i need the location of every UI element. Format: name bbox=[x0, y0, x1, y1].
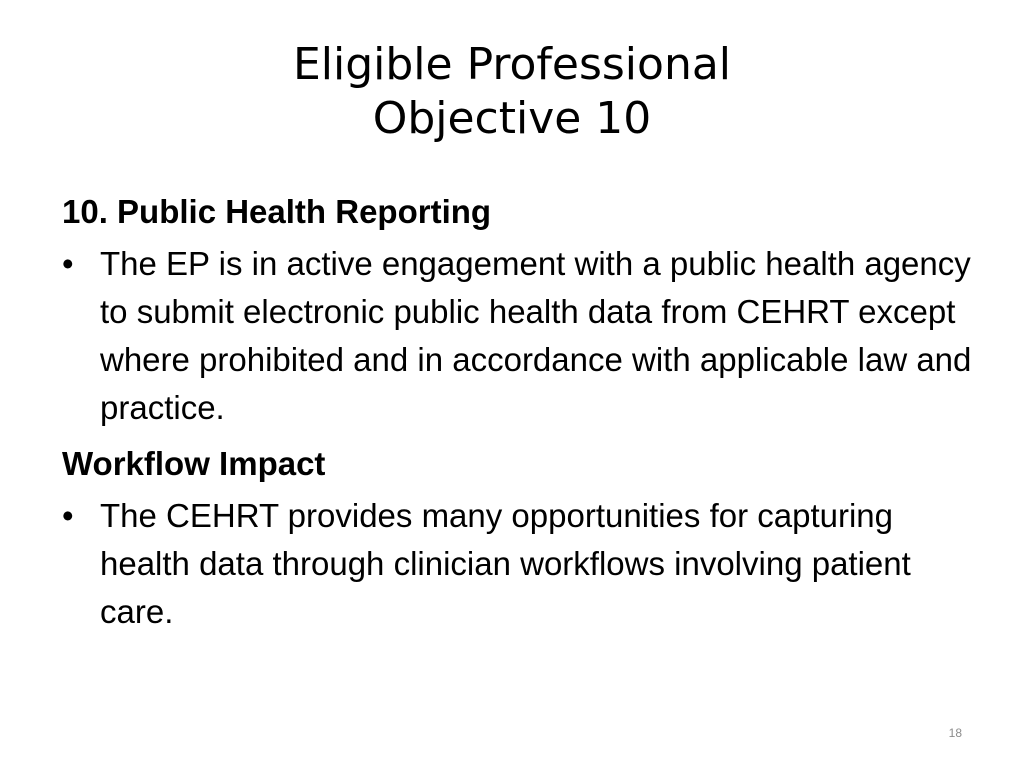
bullet-text: The EP is in active engagement with a public health agency to submit electronic public health data from CEHRT except where prohibited and in accordance with applicable law and practice. bbox=[100, 245, 972, 426]
slide-body bbox=[62, 188, 982, 644]
slide-title bbox=[0, 38, 1024, 146]
bullet-item-public-health-reporting bbox=[62, 240, 982, 432]
section-heading-public-health-reporting: 10. Public Health Reporting bbox=[62, 193, 492, 230]
slide-title-line-2: Objective 10 bbox=[372, 93, 652, 144]
bullet-item-workflow-impact bbox=[62, 492, 982, 636]
bullet-icon: • bbox=[62, 245, 74, 282]
slide-title-line-1: Eligible Professional bbox=[292, 39, 732, 90]
section-heading-workflow-impact: Workflow Impact bbox=[62, 445, 326, 482]
page-number: 18 bbox=[948, 726, 962, 740]
bullet-icon: • bbox=[62, 497, 74, 534]
bullet-text: The CEHRT provides many opportunities for capturing health data through clinician workflows involving patient care. bbox=[100, 497, 911, 630]
